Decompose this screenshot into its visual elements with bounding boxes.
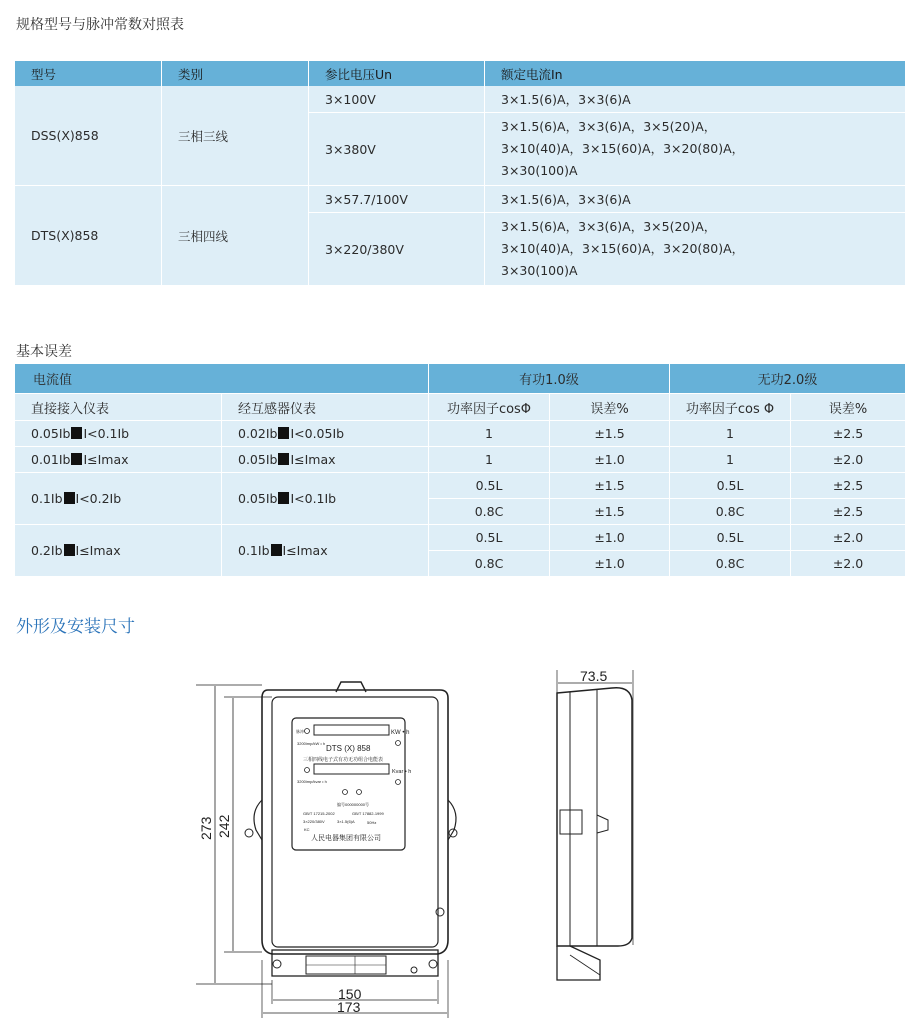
current-line: 3×30(100)A	[501, 163, 578, 178]
side-terminal-cover	[557, 946, 600, 980]
dim-173: 173	[337, 999, 361, 1015]
transformer-cell: 0.1Ib I≤Imax	[222, 525, 429, 577]
current-line: 3×10(40)A，3×15(60)A，3×20(80)A，	[501, 141, 745, 156]
header-pf-reactive: 功率因子cos Φ	[670, 394, 791, 421]
current-cell	[485, 113, 906, 186]
header-pf-active: 功率因子cosΦ	[429, 394, 550, 421]
voltage-cell: 3×380V	[309, 113, 485, 186]
err-cell: ±2.0	[791, 447, 906, 473]
spec-table-title: 规格型号与脉冲常数对照表	[16, 17, 184, 33]
pulse-label: 脉冲	[296, 729, 304, 734]
header-direct: 直接接入仪表	[15, 394, 222, 421]
left-seal-hole	[245, 829, 253, 837]
header-err-reactive: 误差%	[791, 394, 906, 421]
header-current-value: 电流值	[15, 364, 429, 394]
pf-cell: 1	[429, 447, 550, 473]
standard-1: GB/T 17215-2002	[303, 811, 335, 816]
voltage-cell: 3×57.7/100V	[309, 186, 485, 213]
err-cell: ±1.5	[550, 473, 670, 499]
header-model: 型号	[15, 61, 162, 86]
current-cell: 3×1.5(6)A，3×3(6)A	[485, 186, 906, 213]
current-cell	[485, 213, 906, 286]
error-header-row	[15, 364, 906, 394]
rating-voltage: 3×220/380V	[303, 819, 325, 824]
reactive-constant: 3200imp/kvar • h	[297, 779, 327, 784]
transformer-cell: 0.05Ib I≤Imax	[222, 447, 429, 473]
category-cell: 三相三线	[162, 86, 309, 186]
err-cell: ±1.5	[550, 421, 670, 447]
table-row	[15, 86, 906, 113]
spec-header-row	[15, 61, 906, 86]
err-cell: ±2.5	[791, 473, 906, 499]
error-table-title: 基本误差	[16, 344, 72, 360]
meter-side-outline	[557, 688, 632, 946]
err-cell: ±1.0	[550, 551, 670, 577]
dimensions-title: 外形及安装尺寸	[16, 617, 135, 637]
direct-cell: 0.2Ib I≤Imax	[15, 525, 222, 577]
spec-table	[15, 61, 906, 286]
pf-cell: 0.8C	[429, 499, 550, 525]
direct-cell: 0.1Ib I<0.2Ib	[15, 473, 222, 525]
current-line: 3×30(100)A	[501, 263, 578, 278]
err-cell: ±2.0	[791, 551, 906, 577]
dim-150: 150	[338, 986, 362, 1002]
pf-cell: 1	[670, 421, 791, 447]
dim-73-5: 73.5	[580, 668, 608, 684]
current-line: 3×1.5(6)A，3×3(6)A，3×5(20)A，	[501, 219, 717, 234]
category-cell: 三相四线	[162, 186, 309, 286]
err-cell: ±2.0	[791, 525, 906, 551]
pf-cell: 1	[429, 421, 550, 447]
dim-273: 273	[198, 816, 214, 840]
table-row	[15, 473, 906, 499]
header-category: 类别	[162, 61, 309, 86]
manufacturer: 人民电器集团有限公司	[311, 835, 381, 842]
header-active-class: 有功1.0级	[429, 364, 670, 394]
header-err-active: 误差%	[550, 394, 670, 421]
err-cell: ±1.0	[550, 525, 670, 551]
voltage-cell: 3×220/380V	[309, 213, 485, 286]
model-cell: DSS(X)858	[15, 86, 162, 186]
pf-cell: 0.8C	[670, 499, 791, 525]
plate-mark: KC	[304, 827, 310, 832]
kvarh-unit: Kvar • h	[392, 769, 412, 775]
rating-current: 3×1.5(6)A	[337, 819, 355, 824]
pf-cell: 1	[670, 447, 791, 473]
side-latch	[560, 810, 582, 834]
pf-cell: 0.5L	[670, 473, 791, 499]
direct-cell: 0.01Ib I≤Imax	[15, 447, 222, 473]
transformer-cell: 0.05Ib I<0.1Ib	[222, 473, 429, 525]
table-row	[15, 186, 906, 213]
error-subheader-row	[15, 394, 906, 421]
plate-meter-name: 三相四线电子式有功无功组合电能表	[303, 757, 384, 763]
err-cell: ±1.5	[550, 499, 670, 525]
err-cell: ±1.0	[550, 447, 670, 473]
serial-number: 编号000000000号	[337, 802, 370, 807]
current-cell: 3×1.5(6)A，3×3(6)A	[485, 86, 906, 113]
header-reactive-class: 无功2.0级	[670, 364, 906, 394]
pf-cell: 0.5L	[670, 525, 791, 551]
err-cell: ±2.5	[791, 421, 906, 447]
header-current: 额定电流In	[485, 61, 906, 86]
pf-cell: 0.8C	[670, 551, 791, 577]
error-table	[15, 364, 906, 577]
table-row	[15, 447, 906, 473]
left-ear	[254, 800, 262, 840]
pf-cell: 0.5L	[429, 473, 550, 499]
active-constant: 3200imp/kW • h	[297, 741, 326, 746]
plate-model: DTS (X) 858	[326, 744, 371, 753]
frequency: 50Hz	[367, 820, 377, 825]
pf-cell: 0.8C	[429, 551, 550, 577]
header-voltage: 参比电压Un	[309, 61, 485, 86]
pf-cell: 0.5L	[429, 525, 550, 551]
display-window-reactive	[314, 764, 389, 774]
transformer-cell: 0.02Ib I<0.05Ib	[222, 421, 429, 447]
header-transformer: 经互感器仪表	[222, 394, 429, 421]
standard-2: GB/T 17882-1999	[352, 811, 384, 816]
table-row	[15, 525, 906, 551]
direct-cell: 0.05Ib I<0.1Ib	[15, 421, 222, 447]
voltage-cell: 3×100V	[309, 86, 485, 113]
display-window-active	[314, 725, 389, 735]
dim-242: 242	[216, 814, 232, 838]
model-cell: DTS(X)858	[15, 186, 162, 286]
current-line: 3×10(40)A，3×15(60)A，3×20(80)A，	[501, 241, 745, 256]
table-row	[15, 421, 906, 447]
dimension-drawing	[180, 662, 660, 1027]
current-line: 3×1.5(6)A，3×3(6)A，3×5(20)A，	[501, 119, 717, 134]
err-cell: ±2.5	[791, 499, 906, 525]
meter-front-outline	[262, 690, 448, 954]
right-seal-hole	[449, 829, 457, 837]
kwh-unit: KW • h	[391, 730, 410, 736]
